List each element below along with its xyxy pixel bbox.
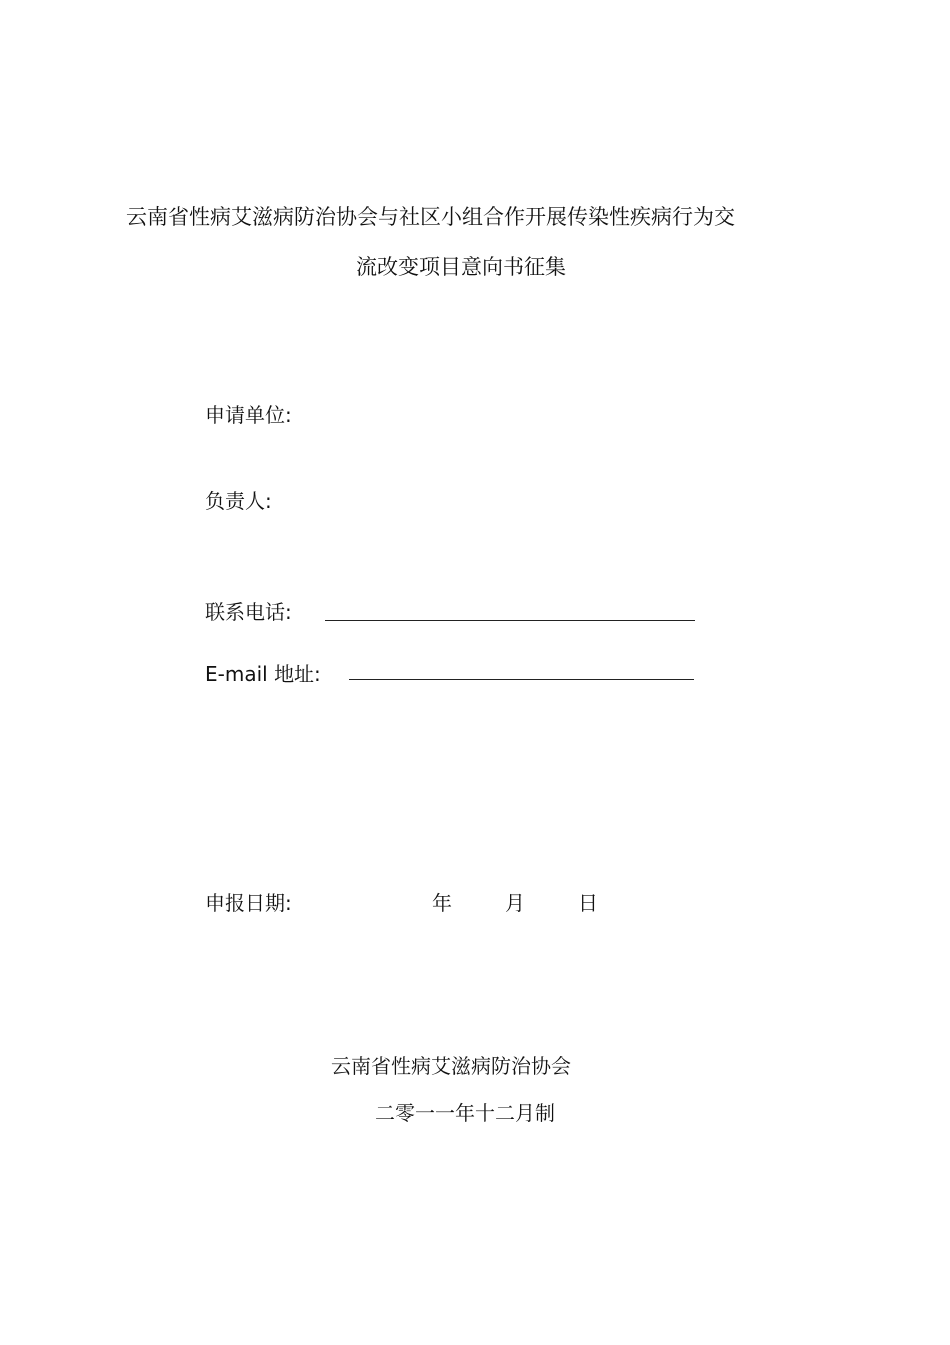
date-day-label: 日 <box>578 891 598 915</box>
document-title-line-2: 流改变项目意向书征集 <box>356 255 566 279</box>
email-label: E-mail 地址: <box>205 662 321 686</box>
phone-label: 联系电话: <box>205 600 292 624</box>
document-title-line-1: 云南省性病艾滋病防治协会与社区小组合作开展传染性疾病行为交 <box>126 205 735 229</box>
date-year-label: 年 <box>432 891 452 915</box>
phone-fill-line <box>325 620 695 621</box>
footer-organization: 云南省性病艾滋病防治协会 <box>331 1054 571 1078</box>
submit-date-label: 申报日期: <box>205 891 292 915</box>
email-fill-line <box>349 679 694 680</box>
applicant-unit-label: 申请单位: <box>205 403 292 427</box>
footer-date-made: 二零一一年十二月制 <box>375 1101 555 1125</box>
responsible-person-label: 负责人: <box>205 489 272 513</box>
date-month-label: 月 <box>505 891 525 915</box>
